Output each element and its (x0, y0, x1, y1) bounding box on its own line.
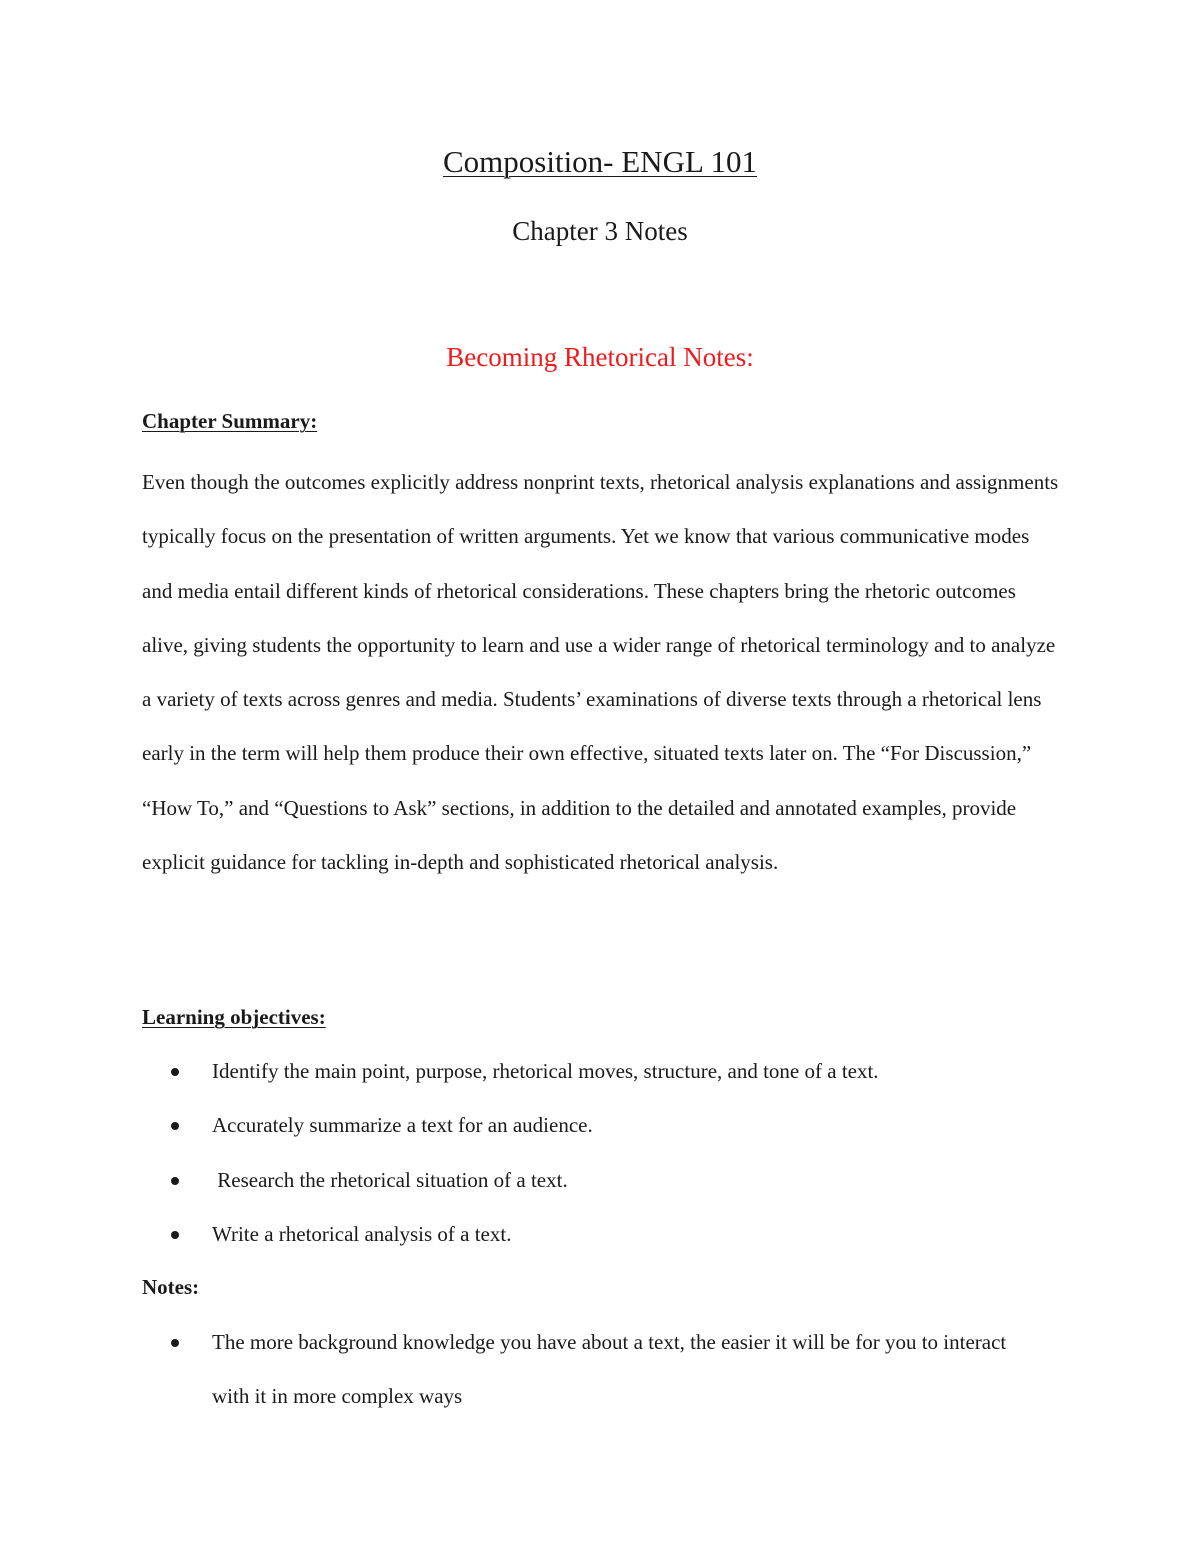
notes-heading: Notes: (142, 1275, 200, 1299)
list-item-text: Accurately summarize a text for an audience. (212, 1113, 593, 1138)
list-item-text: Identify the main point, purpose, rhetorical moves, structure, and tone of a text. (212, 1059, 879, 1083)
bullet-icon (171, 1339, 179, 1347)
learning-objectives-heading: Learning objectives: (142, 1005, 326, 1029)
bullet-icon (171, 1177, 179, 1185)
document-subtitle: Chapter 3 Notes (512, 216, 688, 246)
learning-objectives-list (0, 1044, 1200, 1261)
list-item (0, 1207, 1032, 1261)
chapter-summary-text: Even though the outcomes explicitly address nonprint texts, rhetorical analysis explanations and assignments typically focus on the presentation of written arguments. Yet we know that various communicative modes and media entail different kinds of rhetorical considerations. These chapters bring the rhetoric outcomes alive, giving students the opportunity to learn and use a wider range of rhetorical terminology and to analyze a variety of texts across genres and media. Students’ examinations of diverse texts through a rhetorical lens early in the term will help them produce their own effective, situated texts later on. The “For Discussion,” “How To,” and “Questions to Ask” sections, in addition to the detailed and annotated examples, provide explicit guidance for tackling in-depth and sophisticated rhetorical analysis. (142, 470, 1059, 875)
document-title: Composition- ENGL 101 (442, 144, 757, 179)
section-title: Becoming Rhetorical Notes: (446, 342, 754, 372)
list-item (0, 1098, 1032, 1152)
list-item-text: Write a rhetorical analysis of a text. (212, 1221, 512, 1246)
list-item (0, 1153, 1032, 1207)
bullet-icon (171, 1231, 179, 1239)
list-item-text: The more background knowledge you have about a text, the easier it will be for you to interact with it in more complex ways (212, 1330, 1007, 1409)
chapter-summary-heading: Chapter Summary: (142, 409, 318, 433)
notes-list (0, 1315, 1200, 1424)
bullet-icon (171, 1122, 179, 1130)
list-item (0, 1315, 1032, 1424)
bullet-icon (171, 1068, 179, 1076)
list-item (0, 1044, 1032, 1098)
list-item-text: Research the rhetorical situation of a text. (212, 1167, 568, 1192)
